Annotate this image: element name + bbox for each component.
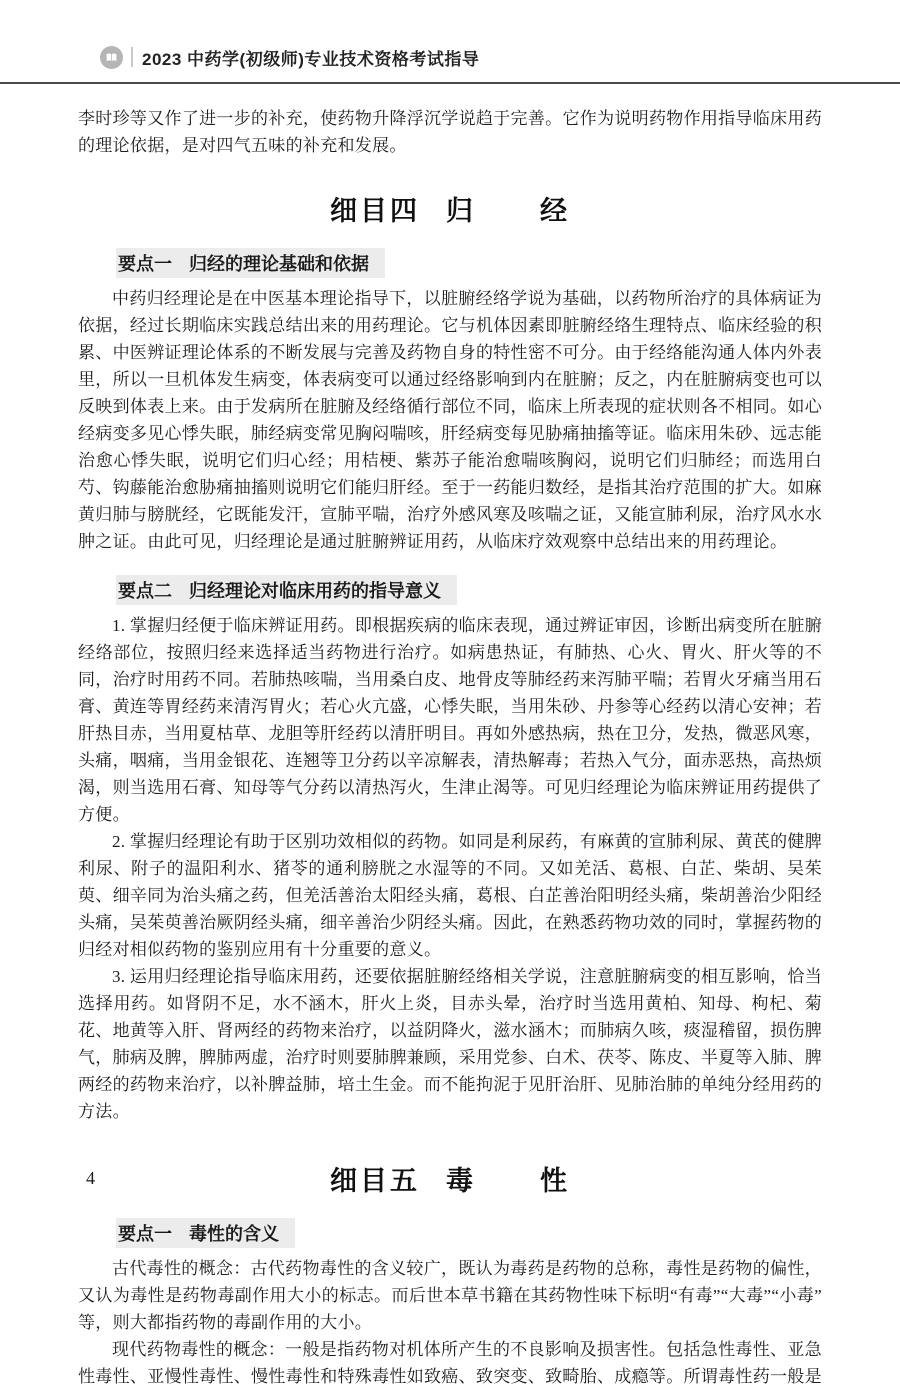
page-number: 4 — [86, 1168, 95, 1188]
header-divider — [131, 47, 133, 67]
body-paragraph: 1. 掌握归经便于临床辨证用药。即根据疾病的临床表现，通过辨证审因，诊断出病变所在脏腑经络部位，按照归经来选择适当药物进行治疗。如病患热证，有肺热、心火、胃火、肝火等的不同，治疗时用药不同。若肺热咳喘，当用桑白皮、地骨皮等肺经药来泻肺平喘；若胃火牙痛当用石膏、黄连等胃经药来清泻胃火；若心火亢盛，心悸失眠，当用朱砂、丹参等心经药以清心安神；若肝热目赤，当用夏枯草、龙胆等肝经药以清肝明目。再如外感热病，热在卫分，发热，微恶风寒，头痛，咽痛，当用金银花、连翘等卫分药以辛凉解表，清热解毒；若热入气分，面赤恶热，高热烦渴，则当选用石膏、知母等气分药以清热泻火，生津止渴等。可见归经理论为临床辨证用药提供了方便。 — [78, 616, 822, 824]
page-content — [0, 105, 900, 1390]
point-title: 毒性的含义 — [189, 1224, 279, 1244]
chapter-heading-guijing — [78, 189, 822, 228]
chapter-heading-duxing — [78, 1159, 822, 1198]
header-row — [0, 44, 900, 70]
point-title: 归经理论对临床用药的指导意义 — [189, 581, 441, 601]
chapter-number-label: 细目四 — [330, 196, 420, 226]
point-label: 要点二 — [118, 581, 172, 601]
chapter-title-char: 性 — [540, 1166, 570, 1196]
header-rule — [0, 82, 900, 84]
body-paragraph: 古代毒性的概念：古代药物毒性的含义较广，既认为毒药是药物的总称，毒性是药物的偏性，又认为毒性是药物毒副作用大小的标志。而后世本草书籍在其药物性味下标明“有毒”“大毒”“小毒”等，则大都指药物的毒副作用的大小。 — [78, 1259, 822, 1332]
point-block — [78, 555, 822, 1125]
body-paragraph: 2. 掌握归经理论有助于区别功效相似的药物。如同是利尿药，有麻黄的宣肺利尿、黄芪的健脾利尿、附子的温阳利水、猪苓的通利膀胱之水湿等的不同。又如羌活、葛根、白芷、柴胡、吴茱萸、细辛同为治头痛之药，但羌活善治太阳经头痛，葛根、白芷善治阳明经头痛，柴胡善治少阳经头痛，吴茱萸善治厥阴经头痛，细辛善治少阴经头痛。因此，在熟悉药物功效的同时，掌握药物的归经对相似药物的鉴别应用有十分重要的意义。 — [78, 832, 822, 959]
point-heading-1 — [116, 248, 385, 278]
header-title: 2023 中药学(初级师)专业技术资格考试指导 — [142, 49, 480, 69]
intro-paragraph: 李时珍等又作了进一步的补充，使药物升降浮沉学说趋于完善。它作为说明药物作用指导临床用药的理论依据，是对四气五味的补充和发展。 — [78, 109, 822, 155]
chapter-title-char: 经 — [540, 196, 570, 226]
open-book-icon — [100, 46, 123, 69]
point-label: 要点一 — [118, 1224, 172, 1244]
point-block — [78, 1198, 822, 1390]
chapter-title-char: 毒 — [446, 1166, 476, 1196]
body-paragraph: 中药归经理论是在中医基本理论指导下，以脏腑经络学说为基础，以药物所治疗的具体病证为依据，经过长期临床实践总结出来的用药理论。它与机体因素即脏腑经络生理特点、临床经验的积累、中医辨证理论体系的不断发展与完善及药物自身的特性密不可分。由于经络能沟通人体内外表里，所以一旦机体发生病变，体表病变可以通过经络影响到内在脏腑；反之，内在脏腑病变也可以反映到体表上来。由于发病所在脏腑及经络循行部位不同，临床上所表现的症状则各不相同。如心经病变多见心悸失眠，肺经病变常见胸闷喘咳，肝经病变每见胁痛抽搐等证。临床用朱砂、远志能治愈心悸失眠，说明它们归心经；用桔梗、紫苏子能治愈喘咳胸闷，说明它们归肺经；而选用白芍、钩藤能治愈胁痛抽搐则说明它们能归肝经。至于一药能归数经，是指其治疗范围的扩大。如麻黄归肺与膀胱经，它既能发汗，宣肺平喘，治疗外感风寒及咳喘之证，又能宣肺利尿，治疗风水水肿之证。由此可见，归经理论是通过脏腑辨证用药，从临床疗效观察中总结出来的用药理论。 — [78, 289, 822, 551]
point-heading-2 — [116, 575, 457, 605]
point-heading-3 — [116, 1218, 295, 1248]
point-label: 要点一 — [118, 254, 172, 274]
page-header — [0, 0, 900, 84]
point-block — [78, 228, 822, 555]
chapter-title-char: 归 — [446, 196, 476, 226]
body-paragraph: 现代药物毒性的概念：一般是指药物对机体所产生的不良影响及损害性。包括急性毒性、亚急性毒性、亚慢性毒性、慢性毒性和特殊毒性如致癌、致突变、致畸胎、成瘾等。所谓毒性药一般是 — [78, 1340, 822, 1386]
body-paragraph: 3. 运用归经理论指导临床用药，还要依据脏腑经络相关学说，注意脏腑病变的相互影响，恰当选择用药。如肾阴不足，水不涵木，肝火上炎，目赤头晕，治疗时当选用黄柏、知母、枸杞、菊花、地黄等入肝、肾两经的药物来治疗，以益阴降火，滋水涵木；而肺病久咳，痰湿稽留，损伤脾气，肺病及脾，脾肺两虚，治疗时则要肺脾兼顾，采用党参、白术、茯苓、陈皮、半夏等入肺、脾两经的药物来治疗，以补脾益肺，培土生金。而不能拘泥于见肝治肝、见肺治肺的单纯分经用药的方法。 — [78, 967, 822, 1121]
point-title: 归经的理论基础和依据 — [189, 254, 369, 274]
chapter-number-label: 细目五 — [330, 1166, 420, 1196]
